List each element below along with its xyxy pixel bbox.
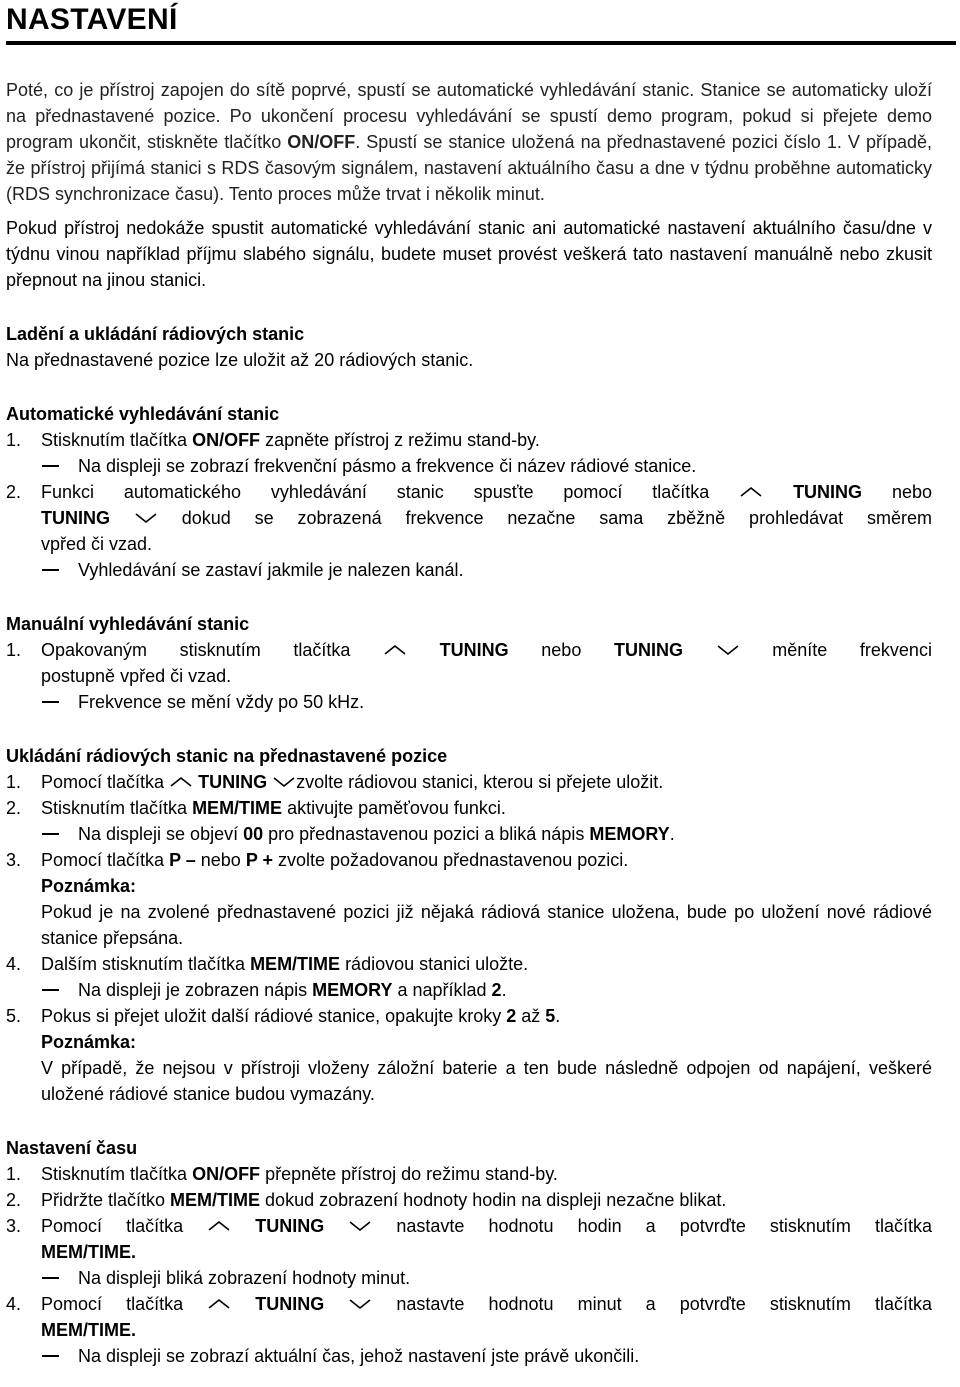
note-text-end: . bbox=[669, 824, 675, 844]
note-text-cont: a například bbox=[392, 980, 492, 1000]
intro-text-2: Pokud přístroj nedokáže spustit automatické vyhledávání stanic ani automatické nastavení aktuálního času/dne v týdnu vinou například příjmu slabého signálu, budete muset provést veškerá tato nastavení manuálně nebo zkusit přepnout na jinou stanici. bbox=[6, 218, 932, 290]
step-number: 1. bbox=[6, 772, 22, 792]
step-text-cont: dokud se zobrazená frekvence nezačne sama zběžně prohledávat směrem bbox=[181, 508, 932, 528]
mem-time-label: MEM/TIME bbox=[170, 1190, 261, 1210]
step-3 bbox=[6, 1213, 932, 1265]
or-text: nebo bbox=[891, 482, 932, 502]
mem-time-label: MEM/TIME bbox=[192, 798, 283, 818]
section-title: Nastavení času bbox=[6, 1138, 138, 1158]
note-text: Frekvence se mění vždy po 50 kHz. bbox=[78, 692, 365, 712]
chevron-down-icon bbox=[716, 643, 740, 657]
chevron-down-icon bbox=[348, 1219, 372, 1233]
section-time-setting bbox=[6, 1135, 932, 1369]
dash-bullet bbox=[42, 989, 59, 991]
step-ref: 2 bbox=[506, 1006, 517, 1026]
step-line bbox=[41, 1213, 932, 1239]
note-4 bbox=[6, 977, 932, 1003]
step-text: Funkci automatického vyhledávání stanic spusťte pomocí tlačítka bbox=[41, 482, 710, 502]
step-text-cont: dokud zobrazení hodnoty hodin na displeji nezačne blikat. bbox=[260, 1190, 727, 1210]
note-1 bbox=[6, 453, 932, 479]
note-text: Na displeji bliká zobrazení hodnoty minut. bbox=[78, 1268, 411, 1288]
step-number: 1. bbox=[6, 640, 22, 660]
dash-bullet bbox=[42, 569, 59, 571]
note-4 bbox=[6, 1343, 932, 1369]
step-text-cont: zvolte rádiovou stanici, kterou si přejete uložit. bbox=[296, 772, 664, 792]
chevron-down-icon bbox=[348, 1297, 372, 1311]
step-1 bbox=[6, 637, 932, 689]
section-text: Na přednastavené pozice lze uložit až 20 rádiových stanic. bbox=[6, 350, 474, 370]
tuning-label: TUNING bbox=[41, 508, 110, 528]
tuning-label: TUNING bbox=[255, 1216, 325, 1236]
mem-time-label: MEM/TIME bbox=[250, 954, 341, 974]
on-off-label: ON/OFF bbox=[192, 1164, 261, 1184]
step-text-cont: měníte frekvenci bbox=[772, 640, 932, 660]
step-text-cont: nastavte hodnotu minut a potvrďte stisknutím tlačítka bbox=[396, 1294, 932, 1314]
note-label: Poznámka: bbox=[41, 1032, 137, 1052]
step-text: Pokus si přejet uložit další rádiové stanice, opakujte kroky bbox=[41, 1006, 507, 1026]
chevron-down-icon bbox=[134, 511, 158, 525]
p-plus-label: P + bbox=[245, 850, 274, 870]
step-2 bbox=[6, 1187, 932, 1213]
or-text: nebo bbox=[541, 640, 582, 660]
step-text-end: . bbox=[555, 1006, 561, 1026]
note-text: Na displeji se zobrazí aktuální čas, jehož nastavení jste právě ukončili. bbox=[78, 1346, 640, 1366]
step-number: 5. bbox=[6, 1006, 22, 1026]
step-text: Pomocí tlačítka bbox=[41, 772, 165, 792]
manual-page bbox=[6, 0, 932, 1369]
section-title: Ladění a ukládání rádiových stanic bbox=[6, 324, 305, 344]
tuning-label: TUNING bbox=[255, 1294, 325, 1314]
mem-time-label: MEM/TIME. bbox=[41, 1320, 136, 1340]
preset-number: 00 bbox=[243, 824, 264, 844]
chevron-up-icon bbox=[169, 775, 193, 789]
step-text-cont: rádiovou stanici uložte. bbox=[340, 954, 529, 974]
section-auto-search bbox=[6, 401, 932, 583]
step-number: 2. bbox=[6, 798, 22, 818]
step-text: Stisknutím tlačítka bbox=[41, 1164, 193, 1184]
or-text: nebo bbox=[195, 850, 246, 870]
note-block-2 bbox=[6, 1029, 932, 1107]
section-title: Manuální vyhledávání stanic bbox=[6, 614, 250, 634]
step-text: Opakovaným stisknutím tlačítka bbox=[41, 640, 351, 660]
step-line bbox=[41, 479, 932, 505]
step-number: 2. bbox=[6, 482, 22, 502]
step-number: 1. bbox=[6, 430, 22, 450]
step-2 bbox=[6, 795, 932, 821]
tuning-label: TUNING bbox=[793, 482, 863, 502]
chevron-down-icon bbox=[272, 775, 296, 789]
p-minus-label: P – bbox=[169, 850, 196, 870]
dash-bullet bbox=[42, 1277, 59, 1279]
note-text: Vyhledávání se zastaví jakmile je nalezen kanál. bbox=[78, 560, 464, 580]
step-text-cont: až bbox=[516, 1006, 546, 1026]
note-text: Na displeji je zobrazen nápis bbox=[78, 980, 313, 1000]
step-line bbox=[41, 637, 932, 663]
step-3 bbox=[6, 847, 932, 873]
title-rule bbox=[6, 41, 956, 45]
step-text-cont: přepněte přístroj do režimu stand-by. bbox=[260, 1164, 558, 1184]
step-2 bbox=[6, 479, 932, 557]
dash-bullet bbox=[42, 465, 59, 467]
note-text: Na displeji se zobrazí frekvenční pásmo a frekvence či název rádiové stanice. bbox=[78, 456, 697, 476]
chevron-up-icon bbox=[207, 1219, 231, 1233]
step-4 bbox=[6, 951, 932, 977]
note-body: Pokud je na zvolené přednastavené pozici již nějaká rádiová stanice uložena, bude po uložení nové rádiové stanice přepsána. bbox=[41, 902, 932, 948]
on-off-label: ON/OFF bbox=[192, 430, 261, 450]
step-text: Stisknutím tlačítka bbox=[41, 798, 193, 818]
tuning-label: TUNING bbox=[439, 640, 509, 660]
note-text-end: . bbox=[501, 980, 507, 1000]
step-line bbox=[41, 1291, 932, 1317]
step-1 bbox=[6, 769, 932, 795]
note-label: Poznámka: bbox=[41, 876, 137, 896]
note-text-cont: pro přednastavenou pozici a bliká nápis bbox=[263, 824, 590, 844]
dash-bullet bbox=[42, 701, 59, 703]
step-number: 1. bbox=[6, 1164, 22, 1184]
intro-paragraph bbox=[6, 77, 932, 207]
step-number: 4. bbox=[6, 954, 22, 974]
step-text-cont: nastavte hodnotu hodin a potvrďte stisknutím tlačítka bbox=[396, 1216, 932, 1236]
memory-label: MEMORY bbox=[312, 980, 393, 1000]
intro-text-cont: . Spustí se stanice uložená na přednastavené pozici číslo 1. V případě, že přístroj přijímá stanici s RDS časovým signálem, nastavení aktuálního času a dne v týdnu proběhne automaticky (RDS synchronizace času). Tento proces může trvat i několik minut. bbox=[6, 132, 932, 204]
dash-bullet bbox=[42, 833, 59, 835]
chevron-up-icon bbox=[739, 485, 763, 499]
step-number: 2. bbox=[6, 1190, 22, 1210]
chevron-up-icon bbox=[383, 643, 407, 657]
step-text-cont: zvolte požadovanou přednastavenou pozici. bbox=[273, 850, 629, 870]
note-1 bbox=[6, 689, 932, 715]
step-number: 3. bbox=[6, 1216, 22, 1236]
intro-text: Poté, co je přístroj zapojen do sítě poprvé, spustí se automatické vyhledávání stanic. Stanice se automaticky uloží na přednastavené pozice. Po ukončení procesu vyhledávání se spustí demo program, pokud si přejete demo program ukončit, stiskněte tlačítko bbox=[6, 80, 932, 152]
mem-time-label: MEM/TIME. bbox=[41, 1242, 136, 1262]
step-text: Stisknutím tlačítka bbox=[41, 430, 193, 450]
step-text-cont: zapněte přístroj z režimu stand-by. bbox=[260, 430, 540, 450]
step-number: 3. bbox=[6, 850, 22, 870]
on-off-label: ON/OFF bbox=[287, 132, 356, 152]
step-text: Dalším stisknutím tlačítka bbox=[41, 954, 251, 974]
note-text: Na displeji se objeví bbox=[78, 824, 244, 844]
note-3 bbox=[6, 1265, 932, 1291]
section-title: Ukládání rádiových stanic na přednastavené pozice bbox=[6, 746, 448, 766]
note-block-1 bbox=[6, 873, 932, 951]
section-tuning-storing bbox=[6, 321, 932, 373]
section-title: Automatické vyhledávání stanic bbox=[6, 404, 280, 424]
step-text: Pomocí tlačítka bbox=[41, 1216, 184, 1236]
memory-label: MEMORY bbox=[589, 824, 670, 844]
step-number: 4. bbox=[6, 1294, 22, 1314]
step-text: Pomocí tlačítka bbox=[41, 850, 170, 870]
step-1 bbox=[6, 427, 932, 453]
section-presets bbox=[6, 743, 932, 1107]
note-2 bbox=[6, 557, 932, 583]
step-ref: 5 bbox=[545, 1006, 556, 1026]
section-manual-search bbox=[6, 611, 932, 715]
step-5 bbox=[6, 1003, 932, 1029]
note-body: V případě, že nejsou v přístroji vloženy záložní baterie a ten bude následně odpojen od napájení, veškeré uložené rádiové stanice budou vymazány. bbox=[41, 1058, 932, 1104]
step-text: Pomocí tlačítka bbox=[41, 1294, 184, 1314]
step-text-end: postupně vpřed či vzad. bbox=[41, 666, 232, 686]
step-line bbox=[41, 505, 932, 531]
dash-bullet bbox=[42, 1355, 59, 1357]
chevron-up-icon bbox=[207, 1297, 231, 1311]
step-1 bbox=[6, 1161, 932, 1187]
preset-number: 2 bbox=[491, 980, 502, 1000]
intro-paragraph-2 bbox=[6, 215, 932, 293]
step-text: Přidržte tlačítko bbox=[41, 1190, 171, 1210]
tuning-label: TUNING bbox=[198, 772, 268, 792]
note-2 bbox=[6, 821, 932, 847]
page-title: NASTAVENÍ bbox=[6, 3, 178, 36]
step-text-cont: aktivujte paměťovou funkci. bbox=[282, 798, 506, 818]
step-text-end: vpřed či vzad. bbox=[41, 534, 153, 554]
step-4 bbox=[6, 1291, 932, 1343]
tuning-label: TUNING bbox=[613, 640, 683, 660]
